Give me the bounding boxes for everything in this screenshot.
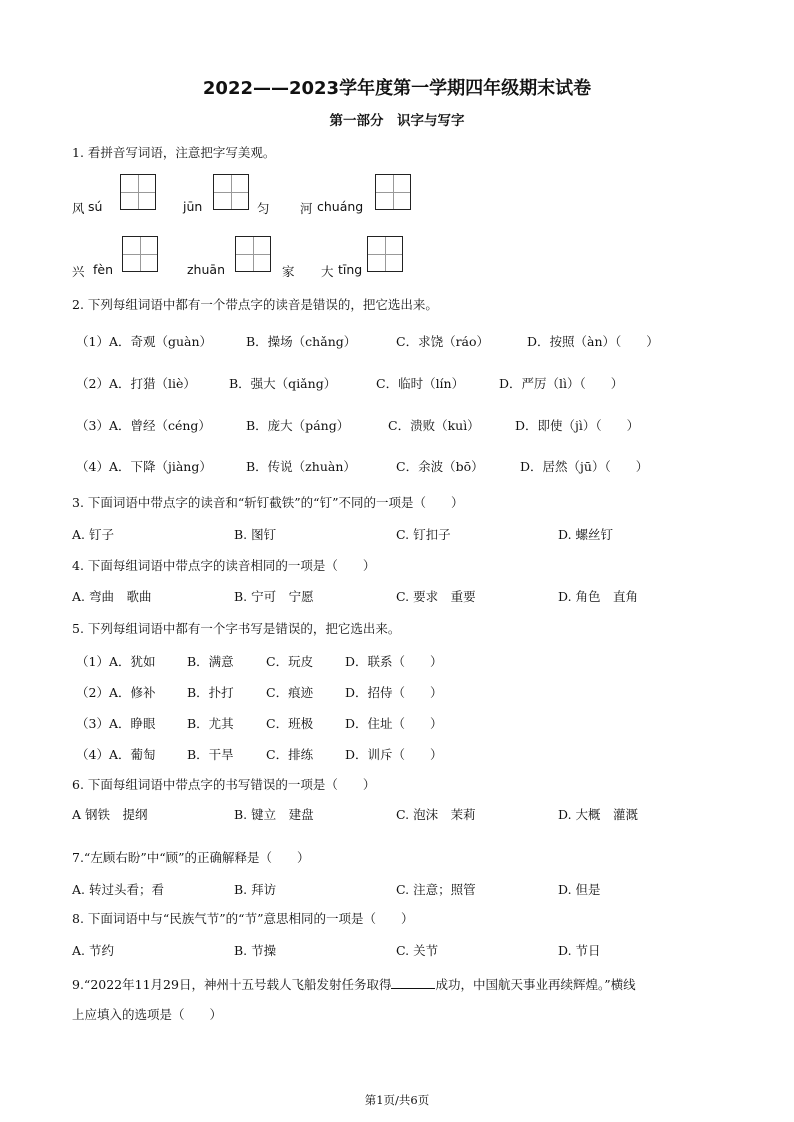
q8-option-b: B. 节操 [234,943,277,958]
writing-grid[interactable] [367,236,403,272]
q4-option-d: D. 角色 直角 [558,589,639,604]
q8-option-a: A. 节约 [72,943,114,958]
q2-option: C．余波（bō） [396,459,484,474]
q7-option-b: B. 拜访 [234,882,277,897]
q2-option: （1）A．奇观（guàn） [76,334,213,349]
q1-item-pinyin: zhuān [187,262,225,277]
q6-stem: 6. 下面每组词语中带点字的书写错误的一项是（ ） [72,777,376,792]
q2-option: B．传说（zhuàn） [246,459,356,474]
q1-stem: 1. 看拼音写词语，注意把字写美观。 [72,145,276,160]
q8-option-d: D. 节日 [558,943,601,958]
q1-item-pre: 河 [300,201,313,216]
q4-stem: 4. 下面每组词语中带点字的读音相同的一项是（ ） [72,558,376,573]
q2-option: D．按照（àn）（ ） [527,334,659,349]
q5-option: B．尤其 [187,716,234,731]
q2-option: C．溃败（kuì） [388,418,480,433]
q2-stem: 2. 下列每组词语中都有一个带点字的读音是错误的，把它选出来。 [72,297,438,312]
q9-stem-line2: 上应填入的选项是（ ） [72,1007,223,1022]
writing-grid[interactable] [235,236,271,272]
q2-option: B．庞大（páng） [246,418,350,433]
writing-grid[interactable] [213,174,249,210]
q5-stem: 5. 下列每组词语中都有一个字书写是错误的，把它选出来。 [72,621,401,636]
q1-item-pre: 大 [321,264,334,279]
q5-option: C．排练 [266,747,314,762]
q5-option: （4）A．葡匋 [76,747,156,762]
q5-option: B．扑打 [187,685,234,700]
q5-option: C．痕迹 [266,685,314,700]
q9-stem-line1 [72,975,636,993]
section-title: 第一部分 识字与写字 [329,113,465,129]
q8-option-c: C. 关节 [396,943,439,958]
q2-option: B．操场（chǎng） [246,334,357,349]
q5-option: （2）A．修补 [76,685,156,700]
q7-option-c: C. 注意；照管 [396,882,476,897]
q1-item-pinyin: chuáng [317,199,364,214]
writing-grid[interactable] [120,174,156,210]
q9-stem-part-a: 9.“2022年11月29日，神州十五号载人飞船发射任务取得 [72,977,392,992]
q5-option: D．联系（ ） [345,654,443,669]
q3-stem: 3. 下面词语中带点字的读音和“斩钉截铁”的“钉”不同的一项是（ ） [72,495,464,510]
q5-option: （3）A．睁眼 [76,716,156,731]
q3-option-a: A. 钉子 [72,527,114,542]
q6-option-d: D. 大概 灌溉 [558,807,639,822]
exam-title: 2022——2023学年度第一学期四年级期末试卷 [202,78,592,99]
q2-option: C．求饶（ráo） [396,334,490,349]
q1-item-pinyin: sú [88,199,103,214]
answer-blank[interactable] [391,976,435,989]
q5-option: C．班极 [266,716,314,731]
q1-item-post: 匀 [257,201,270,216]
q1-item-post: 家 [282,264,295,279]
q7-option-a: A. 转过头看；看 [72,882,164,897]
q5-option: C．玩皮 [266,654,314,669]
q2-option: D．即使（jì）（ ） [515,418,640,433]
q5-option: D．住址（ ） [345,716,443,731]
q1-item-pre: 风 [72,201,85,216]
q5-option: D．招侍（ ） [345,685,443,700]
page-number: 第1页/共6页 [364,1093,430,1107]
q2-option: （4）A．下降（jiàng） [76,459,212,474]
q3-option-c: C. 钉扣子 [396,527,451,542]
q1-item-pinyin: fèn [93,262,114,277]
q6-option-b: B. 键立 建盘 [234,807,314,822]
q5-option: B．满意 [187,654,234,669]
q7-stem: 7.“左顾右盼”中“顾”的正确解释是（ ） [72,850,310,865]
q2-option: （2）A．打猎（liè） [76,376,196,391]
q5-option: D．训斥（ ） [345,747,443,762]
q6-option-c: C. 泡沫 茉莉 [396,807,476,822]
q2-option: C．临时（lín） [376,376,465,391]
q5-option: B．干旱 [187,747,234,762]
q3-option-b: B. 图钉 [234,527,277,542]
q2-option: B．强大（qiǎng） [229,376,337,391]
q9-stem-part-b: 成功，中国航天事业再续辉煌。”横线 [435,977,636,992]
writing-grid[interactable] [375,174,411,210]
q8-stem: 8. 下面词语中与“民族气节”的“节”意思相同的一项是（ ） [72,911,414,926]
writing-grid[interactable] [122,236,158,272]
q6-option-a: A 钢铁 提纲 [72,807,148,822]
q5-option: （1）A．犹如 [76,654,156,669]
q2-option: D．居然（jū）（ ） [520,459,649,474]
q1-item-pre: 兴 [72,264,85,279]
q2-option: D．严厉（lì）（ ） [499,376,624,391]
q3-option-d: D. 螺丝钉 [558,527,614,542]
q2-option: （3）A．曾经（céng） [76,418,211,433]
q4-option-a: A. 弯曲 歌曲 [72,589,152,604]
q1-item-pinyin: tīng [338,262,363,277]
q1-item-pinyin: jūn [183,199,203,214]
q4-option-b: B. 宁可 宁愿 [234,589,314,604]
q4-option-c: C. 要求 重要 [396,589,476,604]
q7-option-d: D. 但是 [558,882,601,897]
